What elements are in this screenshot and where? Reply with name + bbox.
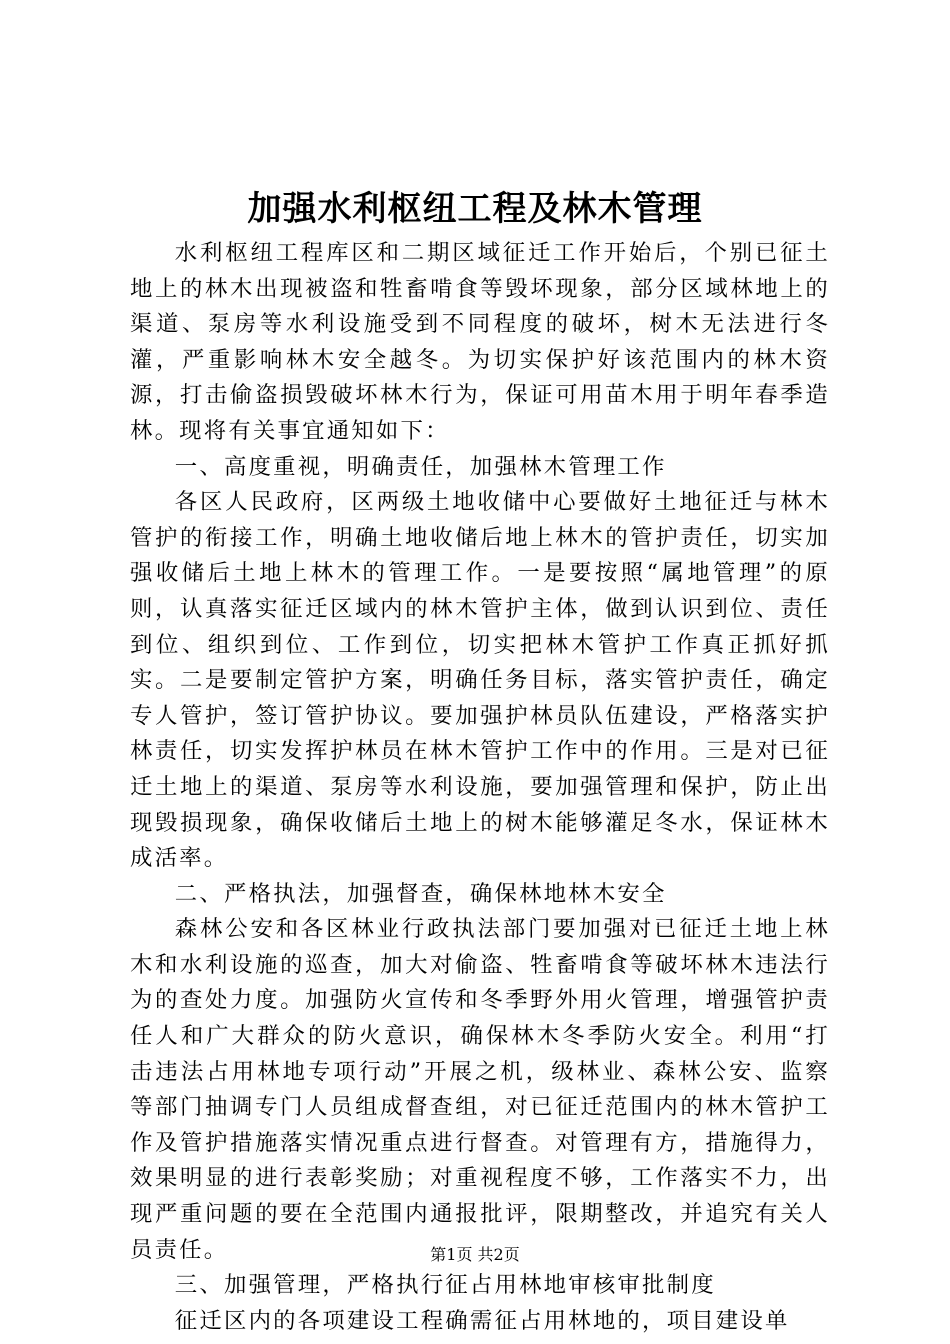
intro-paragraph: 水利枢纽工程库区和二期区域征迁工作开始后，个别已征土地上的林木出现被盗和牲畜啃食等毁坏现象，部分区域林地上的渠道、泵房等水利设施受到不同程度的破坏，树木无法进行冬灌，严重影响林木安全越冬。为切实保护好该范围内的林木资源，打击偷盗损毁破坏林木行为，保证可用苗木用于明年春季造林。现将有关事宜通知如下： [130, 240, 830, 444]
document-body [130, 236, 830, 1339]
section-paragraph-3: 征迁区内的各项建设工程确需征占用林地的，项目建设单 [174, 1307, 790, 1334]
section-paragraph-2: 森林公安和各区林业行政执法部门要加强对已征迁土地上林木和水利设施的巡查，加大对偷盗、牲畜啃食等破坏林木违法行为的查处力度。加强防火宣传和冬季野外用火管理，增强管护责任人和广大群众的防火意识，确保林木冬季防火安全。利用“打击违法占用林地专项行动”开展之机，级林业、森林公安、监察等部门抽调专门人员组成督查组，对已征迁范围内的林木管护工作及管护措施落实情况重点进行督查。对管理有方，措施得力，效果明显的进行表彰奖励；对重视程度不够，工作落实不力，出现严重问题的要在全范围内通报批评，限期整改，并追究有关人员责任。 [130, 916, 830, 1263]
section-paragraph-1: 各区人民政府，区两级土地收储中心要做好土地征迁与林木管护的衔接工作，明确土地收储后地上林木的管护责任，切实加强收储后土地上林木的管理工作。一是要按照“属地管理”的原则，认真落实征迁区域内的林木管护主体，做到认识到位、责任到位、组织到位、工作到位，切实把林木管护工作真正抓好抓实。二是要制定管护方案，明确任务目标，落实管护责任，确定专人管护，签订管护协议。要加强护林员队伍建设，严格落实护林责任，切实发挥护林员在林木管护工作中的作用。三是对已征迁土地上的渠道、泵房等水利设施，要加强管理和保护，防止出现毁损现象，确保收储后土地上的树木能够灌足冬水，保证林木成活率。 [130, 489, 830, 872]
section-heading-3: 三、加强管理，严格执行征占用林地审核审批制度 [174, 1272, 716, 1299]
section-heading-2: 二、严格执法，加强督查，确保林地林木安全 [174, 880, 667, 907]
section-heading-1: 一、高度重视，明确责任，加强林木管理工作 [174, 453, 667, 480]
document-title: 加强水利枢纽工程及林木管理 [247, 189, 703, 229]
page-number-footer: 第1页 共2页 [430, 1245, 520, 1264]
